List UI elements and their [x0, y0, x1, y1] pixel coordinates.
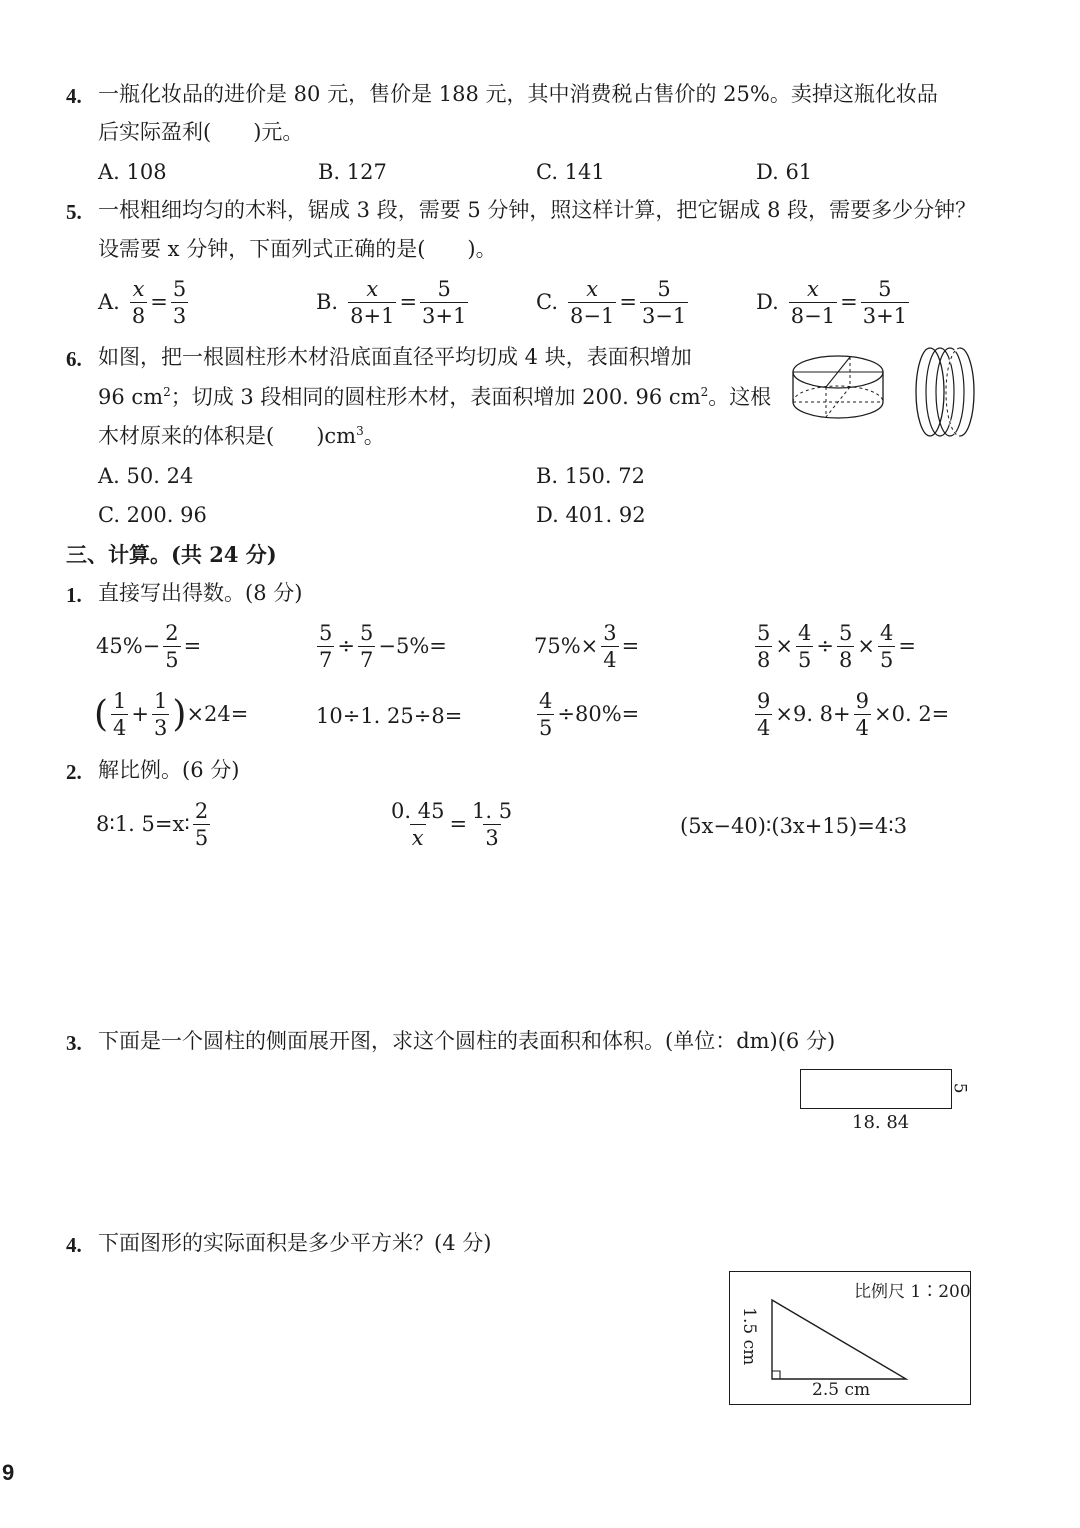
q6-line3-sup: 3 [356, 424, 364, 438]
calc1-e4-eq: = [898, 633, 916, 658]
calc1-e3-prefix: 75%× [534, 633, 599, 658]
q6-option-b[interactable]: B. 150. 72 [536, 464, 645, 488]
calc1-e4-f4-den: 5 [879, 648, 894, 673]
calc1-e4-f2-den: 5 [797, 648, 812, 673]
calc1-e2-tail: −5%= [378, 633, 447, 658]
calc1-e8-f1-num: 9 [757, 689, 771, 713]
calc1-e8-tail: ×0. 2= [874, 701, 950, 726]
q4-option-c[interactable]: C. 141 [536, 160, 605, 184]
calc1-e3-den: 4 [603, 648, 617, 673]
q5-d-right-denominator: 3+1 [862, 304, 908, 329]
calc2-proportion-2 [386, 800, 517, 849]
page-number: 9 [2, 1460, 15, 1485]
calc1-e5-f2-den: 3 [154, 716, 168, 741]
q6-option-c[interactable]: C. 200. 96 [98, 503, 207, 527]
calc1-expr-5 [94, 690, 248, 739]
cylinder-quarters-figure [788, 350, 888, 428]
calc1-e5-f1-num: 1 [113, 689, 127, 713]
q6-line2-middle: ；切成 3 段相同的圆柱形木材，表面积增加 200. 96 cm [170, 385, 701, 409]
calc1-e5-left-paren: ( [94, 693, 109, 735]
calc1-expr-7 [534, 690, 639, 739]
q5-b-left-denominator: 8+1 [350, 304, 395, 329]
calc1-expr-3 [534, 622, 639, 671]
calc1-e5-right-paren: ) [172, 693, 187, 735]
rectangle-width-label: 18. 84 [852, 1112, 910, 1133]
calc1-e2-op: ÷ [337, 633, 355, 658]
calc1-e7-num: 4 [539, 689, 553, 713]
q5-text-line2: 设需要 x 分钟，下面列式正确的是( )。 [98, 237, 497, 261]
q5-text-line1: 一根粗细均匀的木料，锯成 3 段，需要 5 分钟，照这样计算，把它锯成 8 段，需要多少分钟？ [98, 198, 977, 222]
calc2-p1-prefix: 8∶1. 5=x∶ [96, 811, 190, 836]
q5-a-right-denominator: 3 [172, 304, 187, 329]
calc4-title: 下面图形的实际面积是多少平方米？(4 分) [98, 1231, 492, 1255]
q5-b-left-numerator: x [366, 277, 379, 301]
calc1-e1-den: 5 [165, 648, 179, 673]
section-3-title: 三、计算。 [66, 542, 171, 567]
calc1-e4-f3-den: 8 [838, 648, 853, 673]
rectangle-height-label: 5 [949, 1082, 970, 1094]
calc1-e2-f2-num: 5 [359, 621, 374, 645]
calc2-p1-num: 2 [194, 799, 209, 823]
q6-option-d[interactable]: D. 401. 92 [536, 503, 646, 527]
q6-line3-end: 。 [363, 424, 385, 448]
calc3-number: 3. [66, 1031, 82, 1055]
calc1-expr-8 [752, 690, 949, 739]
calc1-e2-f2-den: 7 [359, 648, 374, 673]
cylinder-segments-figure [910, 344, 978, 440]
calc1-e4-op1: × [775, 633, 793, 658]
q5-b-right-denominator: 3+1 [422, 304, 467, 329]
unfolded-side-rectangle [800, 1069, 952, 1109]
q5-d-left-denominator: 8−1 [790, 304, 836, 329]
calc1-e1-prefix: 45%− [96, 633, 161, 658]
calc1-e3-num: 3 [603, 621, 617, 645]
scale-drawing-frame [729, 1271, 971, 1405]
calc3-title: 下面是一个圆柱的侧面展开图，求这个圆柱的表面积和体积。(单位：dm)(6 分) [98, 1029, 836, 1053]
calc1-e5-f1-den: 4 [113, 716, 127, 741]
q6-line2-end: 。这根 [708, 385, 772, 409]
calc1-e4-op3: × [857, 633, 875, 658]
q5-c-left-numerator: x [586, 277, 599, 301]
q6-line2-sup-b: 2 [700, 385, 709, 399]
calc1-e5-op: + [131, 701, 150, 726]
calc2-p2-left-den: x [411, 826, 424, 851]
calc1-expr-4 [752, 622, 916, 671]
q5-option-a-label: A. [98, 289, 120, 314]
q5-option-a[interactable]: A. $\frac{x}{8}$ = $\frac{5}{3}$ [98, 277, 187, 329]
q5-c-right-denominator: 3−1 [641, 304, 687, 329]
q5-a-left-denominator: 8 [131, 304, 146, 329]
q5-option-b-label: B. [316, 289, 339, 314]
q5-a-left-numerator: x [132, 277, 145, 301]
q5-number: 5. [66, 200, 82, 224]
calc1-e4-f3-num: 5 [838, 621, 853, 645]
calc2-p2-eq: = [449, 811, 468, 836]
calc2-number: 2. [66, 760, 82, 784]
calc2-p1-den: 5 [194, 826, 209, 851]
q4-option-b[interactable]: B. 127 [318, 160, 387, 184]
calc1-title: 直接写出得数。(8 分) [98, 581, 303, 605]
calc1-expr-6: 10÷1. 25÷8= [316, 704, 463, 728]
q5-c-right-numerator: 5 [657, 277, 671, 301]
q5-option-b[interactable]: B. $\frac{x}{8+1}$ = $\frac{5}{3+1}$ [316, 277, 467, 329]
calc1-expr-2 [314, 622, 447, 671]
calc1-e3-eq: = [621, 633, 640, 658]
calc2-p2-right-num: 1. 5 [472, 799, 513, 823]
calc2-title: 解比例。(6 分) [98, 758, 240, 782]
q4-number: 4. [66, 84, 82, 108]
scale-label: 比例尺 1∶200 [854, 1282, 971, 1302]
q6-line3-start: 木材原来的体积是( )cm [98, 424, 357, 448]
q6-line2-start: 96 cm [98, 385, 164, 409]
q4-option-d[interactable]: D. 61 [756, 160, 813, 184]
q5-option-c-label: C. [536, 289, 558, 314]
q4-text-line1: 一瓶化妆品的进价是 80 元，售价是 188 元，其中消费税占售价的 25%。卖掉这瓶化妆品 [98, 82, 938, 106]
q6-option-a[interactable]: A. 50. 24 [98, 464, 194, 488]
calc1-e7-den: 5 [539, 716, 553, 741]
calc1-expr-1 [96, 622, 201, 671]
q4-text-line2: 后实际盈利( )元。 [98, 120, 304, 144]
calc1-e8-f2-den: 4 [855, 716, 870, 741]
calc1-e4-f2-num: 4 [797, 621, 812, 645]
calc1-number: 1. [66, 583, 82, 607]
calc1-e4-f4-num: 4 [879, 621, 894, 645]
q5-option-d[interactable]: D. $\frac{x}{8-1}$ = $\frac{5}{3+1}$ [756, 277, 908, 329]
calc1-e2-f1-num: 5 [319, 621, 333, 645]
calc1-e2-f1-den: 7 [319, 648, 333, 673]
q5-a-right-numerator: 5 [172, 277, 187, 301]
calc1-e4-op2: ÷ [816, 633, 834, 658]
q5-d-right-numerator: 5 [878, 277, 892, 301]
q5-option-d-label: D. [756, 289, 779, 314]
q6-text-line2 [98, 385, 771, 410]
calc2-proportion-3: (5x−40)∶(3x+15)=4∶3 [680, 814, 908, 838]
calc1-e8-f2-num: 9 [855, 689, 870, 713]
calc1-e4-f1-den: 8 [757, 648, 771, 673]
q5-option-c[interactable]: C. $\frac{x}{8-1}$ = $\frac{5}{3-1}$ [536, 277, 687, 329]
triangle-height-label: 1.5 cm [739, 1307, 760, 1366]
calc1-e7-tail: ÷80%= [557, 701, 640, 726]
q6-number: 6. [66, 347, 82, 371]
q6-text-line3 [98, 424, 385, 449]
calc1-e8-mid: ×9. 8+ [775, 701, 851, 726]
calc2-p2-right-den: 3 [485, 826, 499, 851]
calc1-e4-f1-num: 5 [757, 621, 771, 645]
calc4-number: 4. [66, 1233, 82, 1257]
q6-text-line1: 如图，把一根圆柱形木材沿底面直径平均切成 4 块，表面积增加 [98, 345, 692, 369]
q5-c-left-denominator: 8−1 [570, 304, 615, 329]
calc2-proportion-1 [96, 800, 213, 849]
section-3-score: (共 24 分) [171, 542, 277, 567]
calc1-e1-eq: = [183, 633, 202, 658]
triangle-base-label: 2.5 cm [812, 1380, 871, 1400]
q5-d-left-numerator: x [807, 277, 819, 301]
q5-b-right-numerator: 5 [437, 277, 451, 301]
section-3-heading [66, 542, 277, 568]
q6-line2-sup: 2 [163, 385, 171, 399]
calc1-e1-num: 2 [165, 621, 179, 645]
calc1-e5-f2-num: 1 [154, 689, 168, 713]
calc2-p2-left-num: 0. 45 [391, 799, 445, 823]
calc1-e8-f1-den: 4 [757, 716, 771, 741]
q4-option-a[interactable]: A. 108 [98, 160, 167, 184]
calc1-e5-tail: ×24= [186, 701, 249, 726]
